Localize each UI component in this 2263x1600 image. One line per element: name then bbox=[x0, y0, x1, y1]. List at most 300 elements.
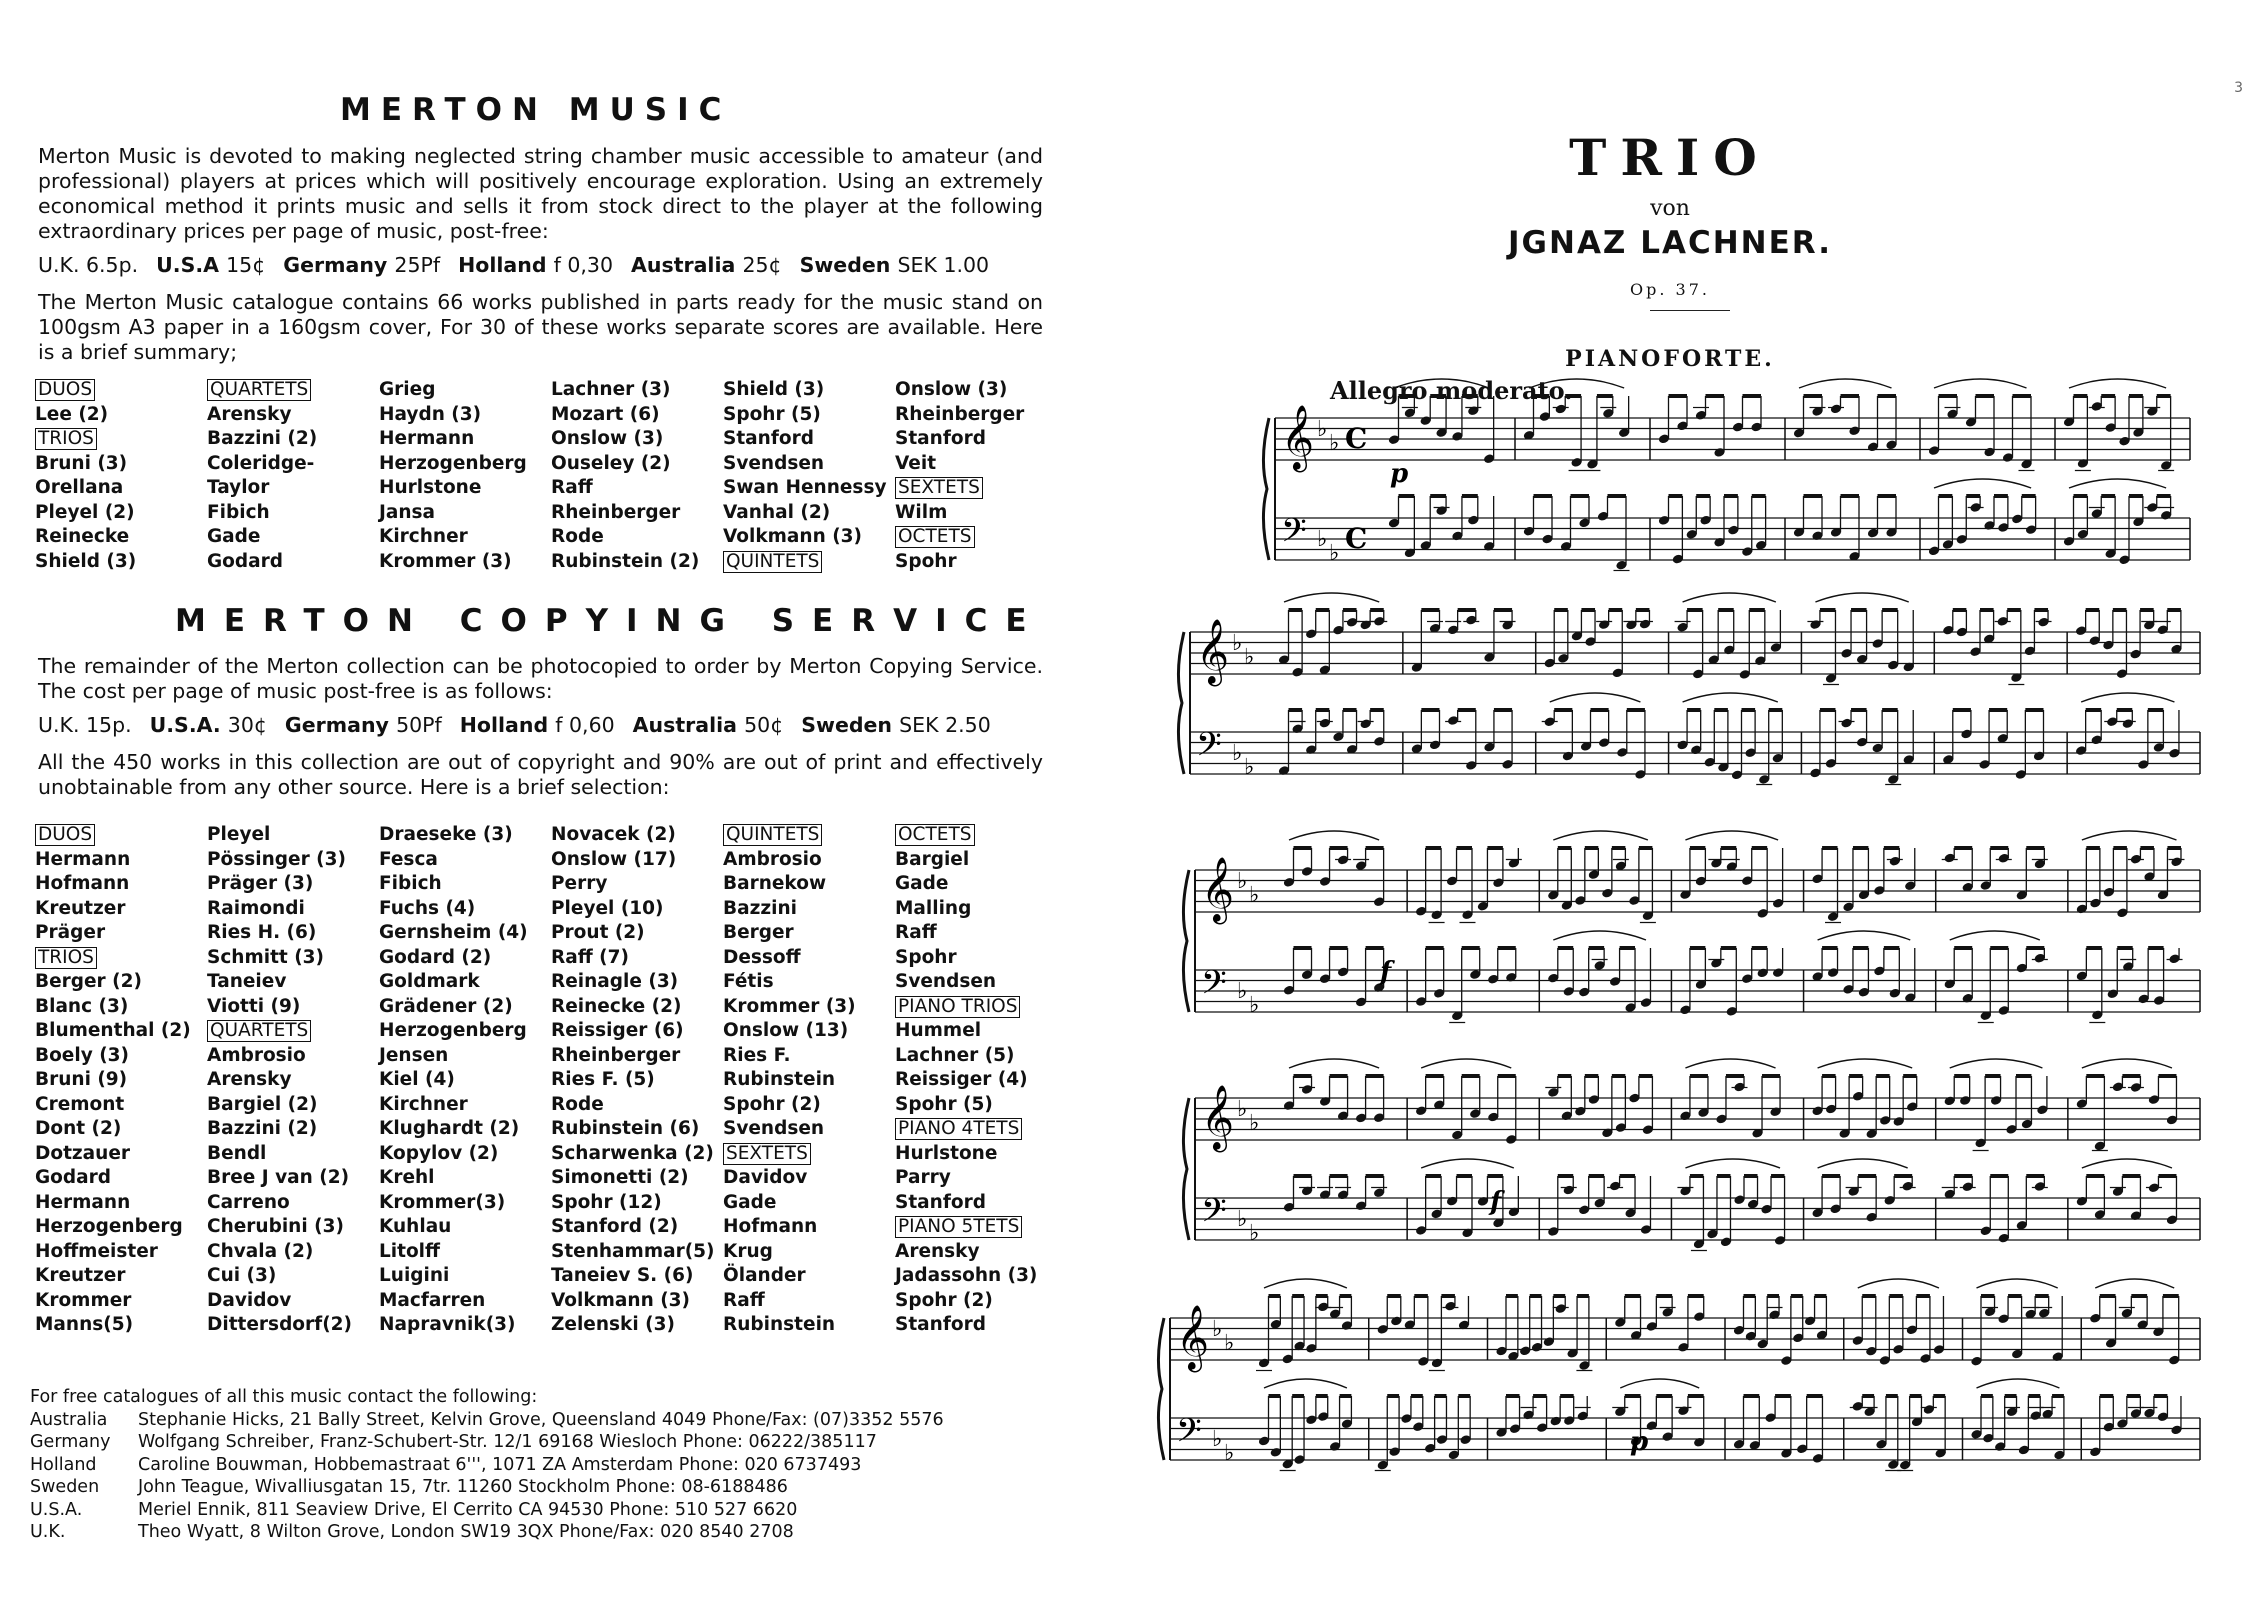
composer-entry: Dont (2) bbox=[35, 1118, 122, 1139]
composer-entry: Arensky bbox=[207, 1069, 292, 1090]
slur bbox=[2069, 379, 2166, 388]
category-label: OCTETS bbox=[895, 525, 1045, 550]
composer-entry: Cremont bbox=[35, 1093, 125, 1115]
slur bbox=[1683, 693, 1778, 702]
composer-entry: Herzogenberg bbox=[35, 1216, 183, 1237]
slur bbox=[1620, 1379, 1699, 1388]
composer-entry: Spohr (2) bbox=[895, 1289, 993, 1311]
category-label: TRIOS bbox=[35, 946, 207, 971]
contact-country: Holland bbox=[30, 1454, 97, 1475]
composer-entry: Raff bbox=[723, 1289, 765, 1311]
category-label: QUINTETS bbox=[723, 823, 895, 848]
slur bbox=[1553, 931, 1646, 940]
composer-entry: Bendl bbox=[207, 1142, 267, 1164]
contact-country: Sweden bbox=[30, 1477, 100, 1497]
composer-entry: Rubinstein bbox=[723, 1069, 836, 1090]
slur bbox=[1553, 831, 1648, 840]
composer-entry: Ambrosio bbox=[207, 1044, 306, 1066]
composer-entry: Hofmann bbox=[35, 873, 130, 894]
composer-entry: Chvala (2) bbox=[207, 1240, 314, 1262]
composer-entry: Zelenski (3) bbox=[551, 1314, 675, 1335]
composer-entry: Rubinstein (6) bbox=[551, 1118, 700, 1139]
composer-entry: Spohr (5) bbox=[723, 403, 821, 425]
brace bbox=[1178, 632, 1184, 774]
composer-entry: Perry bbox=[551, 873, 608, 894]
contact-row bbox=[30, 1499, 944, 1522]
composer-entry: Pleyel (10) bbox=[551, 897, 664, 919]
composer-entry: Godard bbox=[35, 1167, 111, 1188]
flat-sign: ♭ bbox=[1329, 431, 1340, 456]
composer-entry: Mozart (6) bbox=[551, 403, 660, 425]
slur bbox=[1934, 379, 2027, 388]
music-score bbox=[1090, 0, 2263, 1600]
flat-sign: ♭ bbox=[1244, 755, 1255, 780]
composer-entry: Krommer (3) bbox=[723, 995, 856, 1017]
copying-service-intro: The remainder of the Merton collection can be photocopied to order by Merton Copying Service. The cost per page of music post-free is as follows: bbox=[38, 654, 1043, 703]
flat-sign: ♭ bbox=[1237, 979, 1248, 1004]
composer-entry: Rheinberger bbox=[551, 501, 681, 523]
composer-entry: Parry bbox=[895, 1167, 951, 1188]
composer-entry: Bazzini (2) bbox=[207, 1118, 318, 1139]
category-label: PIANO TRIOS bbox=[895, 995, 1045, 1020]
copying-service-composer-list bbox=[35, 823, 1045, 1338]
slur bbox=[1977, 1279, 2058, 1288]
composer-entry: Berger (2) bbox=[35, 971, 142, 992]
composer-entry: Gade bbox=[723, 1191, 777, 1213]
composer-entry: Raff bbox=[895, 922, 937, 943]
composer-entry: Svendsen bbox=[895, 971, 997, 992]
composer-entry: Svendsen bbox=[723, 452, 825, 474]
composer-entry: Bruni (9) bbox=[35, 1069, 128, 1090]
slur bbox=[2082, 1159, 2172, 1168]
composer-entry: Hermann bbox=[35, 848, 131, 870]
composer-entry: Stanford bbox=[723, 428, 814, 449]
composer-entry: Manns(5) bbox=[35, 1314, 134, 1335]
composer-entry: Carreno bbox=[207, 1191, 290, 1213]
category-label: QUARTETS bbox=[207, 1019, 379, 1044]
opus-number: Op. 37. bbox=[1630, 280, 1710, 299]
composer-entry: Luigini bbox=[379, 1265, 450, 1286]
composer-entry: Draeseke (3) bbox=[379, 824, 513, 845]
composer-entry: Jensen bbox=[379, 1044, 449, 1066]
composer-entry: Litolff bbox=[379, 1240, 441, 1262]
composer-entry: Spohr bbox=[895, 946, 957, 968]
composer-entry: Napravnik(3) bbox=[379, 1314, 516, 1335]
composer-entry: Onslow (3) bbox=[551, 428, 664, 449]
page-number: 3 bbox=[2234, 80, 2243, 96]
composer-entry: Reinecke bbox=[35, 526, 130, 547]
composer-entry: Svendsen bbox=[723, 1118, 825, 1139]
composer-entry: Barnekow bbox=[723, 873, 827, 894]
merton-advertisement bbox=[30, 0, 1050, 1600]
composer-entry: Vanhal (2) bbox=[723, 501, 831, 523]
flat-sign: ♭ bbox=[1317, 527, 1328, 552]
slur bbox=[2081, 693, 2174, 702]
flat-sign: ♭ bbox=[1224, 1331, 1235, 1356]
composer-entry: Rheinberger bbox=[895, 403, 1025, 425]
composer-entry: Hurlstone bbox=[379, 477, 482, 498]
composer-entry: Hummel bbox=[895, 1020, 982, 1041]
flat-sign: ♭ bbox=[1212, 1317, 1223, 1342]
copying-service-heading: MERTON COPYING SERVICE bbox=[175, 603, 1045, 639]
composer-entry: Fibich bbox=[207, 501, 270, 523]
bass-clef: 𝄢 bbox=[1201, 964, 1227, 1010]
contact-country: Australia bbox=[30, 1409, 108, 1430]
composer-entry: Rubinstein (2) bbox=[551, 550, 700, 572]
composer-entry: Kuhlau bbox=[379, 1216, 452, 1237]
composer-entry: Reinecke (2) bbox=[551, 995, 682, 1017]
flat-sign: ♭ bbox=[1249, 993, 1260, 1018]
composer-entry: Bazzini (2) bbox=[207, 428, 318, 449]
composer-entry: Schmitt (3) bbox=[207, 946, 324, 968]
contact-details: Meriel Ennik, 811 Seaview Drive, El Cerrito CA 94530 Phone: 510 527 6620 bbox=[138, 1499, 798, 1520]
time-signature: C bbox=[1345, 422, 1368, 455]
composer-entry: Volkmann (3) bbox=[723, 526, 862, 547]
composer-entry: Rode bbox=[551, 526, 604, 547]
slur bbox=[1264, 1279, 1347, 1288]
composer-entry: Klughardt (2) bbox=[379, 1118, 520, 1139]
price-item: Australia 50¢ bbox=[632, 713, 784, 737]
bass-clef: 𝄢 bbox=[1176, 1412, 1202, 1458]
composer-entry: Viotti (9) bbox=[207, 995, 301, 1017]
slur bbox=[2069, 479, 2166, 488]
flat-sign: ♭ bbox=[1249, 1111, 1260, 1136]
composer-entry: Volkmann (3) bbox=[551, 1289, 690, 1311]
composer-entry: Ouseley (2) bbox=[551, 452, 671, 474]
contact-details: Stephanie Hicks, 21 Bally Street, Kelvin Grove, Queensland 4049 Phone/Fax: (07)3352 5576 bbox=[138, 1409, 944, 1430]
merton-music-intro: Merton Music is devoted to making neglected string chamber music accessible to amateur (and professional) players at prices which will positively encourage exploration. Using an extremely economical method it prints music and sells it from stock direct to the player at the following extraordinary prices per page of music, post-free: bbox=[38, 144, 1043, 243]
composer-entry: Fibich bbox=[379, 873, 442, 894]
copying-service-prices bbox=[38, 713, 1009, 737]
dynamic-marking: p bbox=[1390, 459, 1409, 489]
composer-entry: Raff (7) bbox=[551, 946, 629, 968]
dynamic-marking: f bbox=[1380, 957, 1392, 987]
composer-entry: Davidov bbox=[207, 1289, 292, 1311]
contact-row bbox=[30, 1454, 944, 1477]
slur bbox=[1264, 1379, 1347, 1388]
price-item: Holland f 0,30 bbox=[458, 253, 614, 277]
composer-entry: Reissiger (4) bbox=[895, 1069, 1028, 1090]
composer-entry: Spohr (5) bbox=[895, 1093, 993, 1115]
composer-entry: Krug bbox=[723, 1240, 773, 1262]
flat-sign: ♭ bbox=[1244, 645, 1255, 670]
composer-entry: Dotzauer bbox=[35, 1142, 131, 1164]
contact-row bbox=[30, 1409, 944, 1432]
flat-sign: ♭ bbox=[1237, 869, 1248, 894]
composer-entry: Kirchner bbox=[379, 526, 468, 547]
flat-sign: ♭ bbox=[1237, 1097, 1248, 1122]
composer-entry: Präger (3) bbox=[207, 873, 314, 894]
slur bbox=[1421, 1059, 1511, 1068]
composer-entry: Haydn (3) bbox=[379, 403, 482, 425]
composer-entry: Grädener (2) bbox=[379, 995, 513, 1017]
slur bbox=[1289, 1059, 1379, 1068]
slur bbox=[1683, 593, 1776, 602]
price-item: U.S.A. 30¢ bbox=[149, 713, 267, 737]
composer-entry: Stanford bbox=[895, 1191, 986, 1213]
dynamic-marking: f bbox=[1490, 1187, 1502, 1217]
category-label: QUARTETS bbox=[207, 378, 379, 403]
contact-details: John Teague, Wivalliusgatan 15, 7tr. 11260 Stockholm Phone: 08-6188486 bbox=[138, 1477, 788, 1497]
slur bbox=[1421, 1159, 1514, 1168]
composer-entry: Stanford bbox=[895, 1314, 986, 1335]
composer-entry: Kreutzer bbox=[35, 1265, 126, 1286]
contact-details: Wolfgang Schreiber, Franz-Schubert-Str. 12/1 69168 Wiesloch Phone: 06222/385117 bbox=[138, 1432, 877, 1452]
brace bbox=[1158, 1318, 1164, 1460]
category-label: SEXTETS bbox=[723, 1142, 895, 1167]
treble-clef: 𝄞 bbox=[1201, 857, 1235, 922]
composer-entry: Onslow (13) bbox=[723, 1020, 849, 1041]
composer-entry: Arensky bbox=[895, 1240, 980, 1262]
slur bbox=[1977, 1379, 2060, 1388]
composer-entry: Hermann bbox=[379, 428, 475, 449]
price-item: U.K. 15p. bbox=[38, 713, 132, 737]
instrument-part: PIANOFORTE. bbox=[1565, 346, 1775, 372]
price-item: Australia 25¢ bbox=[631, 253, 782, 277]
slur bbox=[1815, 593, 1908, 602]
composer-entry: Kopylov (2) bbox=[379, 1142, 499, 1164]
composer-entry: Blanc (3) bbox=[35, 995, 129, 1017]
composer-entry: Davidov bbox=[723, 1167, 808, 1188]
slur bbox=[1799, 379, 1892, 388]
slur bbox=[1289, 831, 1379, 840]
flat-sign: ♭ bbox=[1212, 1427, 1223, 1452]
composer-entry: Reissiger (6) bbox=[551, 1020, 684, 1041]
price-item: Germany 25Pf bbox=[283, 253, 441, 277]
composer-entry: Kreutzer bbox=[35, 897, 126, 919]
slur bbox=[1284, 593, 1379, 602]
composer-entry: Spohr (12) bbox=[551, 1191, 662, 1213]
composer-entry: Jadassohn (3) bbox=[895, 1265, 1038, 1286]
composer-entry: Rubinstein bbox=[723, 1314, 836, 1335]
category-label: DUOS bbox=[35, 378, 207, 403]
slur bbox=[1685, 831, 1778, 840]
composer-entry: Taylor bbox=[207, 477, 270, 498]
composer-entry: Rheinberger bbox=[551, 1044, 681, 1066]
treble-clef: 𝄞 bbox=[1201, 1085, 1235, 1150]
composer-entry: Blumenthal (2) bbox=[35, 1020, 191, 1041]
bass-clef: 𝄢 bbox=[1196, 726, 1222, 772]
composer-entry: Bree J van (2) bbox=[207, 1167, 350, 1188]
merton-music-heading: MERTON MUSIC bbox=[340, 92, 732, 128]
dynamic-marking: p bbox=[1630, 1427, 1649, 1457]
composer-entry: Arensky bbox=[207, 403, 292, 425]
price-item: Sweden SEK 2.50 bbox=[801, 713, 991, 737]
merton-music-composer-list bbox=[35, 378, 1045, 574]
composer-entry: Pleyel (2) bbox=[35, 501, 135, 523]
brace bbox=[1183, 870, 1189, 1012]
composer-entry: Veit bbox=[895, 452, 937, 474]
composer-entry: Raff bbox=[551, 477, 593, 498]
composer-entry: Ries F. (5) bbox=[551, 1069, 655, 1090]
composer-entry: Scharwenka (2) bbox=[551, 1142, 714, 1164]
composer-entry: Ambrosio bbox=[723, 848, 822, 870]
time-signature: C bbox=[1345, 522, 1368, 555]
composer-entry: Onslow (3) bbox=[895, 379, 1008, 400]
flat-sign: ♭ bbox=[1329, 541, 1340, 566]
composer-entry: Orellana bbox=[35, 477, 124, 498]
composer-entry: Stanford bbox=[895, 428, 986, 449]
slur bbox=[1858, 1279, 1939, 1288]
slur bbox=[1685, 1159, 1780, 1168]
composer-entry: Cherubini (3) bbox=[207, 1216, 344, 1237]
slur bbox=[1550, 693, 1641, 702]
composer-entry: Shield (3) bbox=[35, 550, 137, 572]
composer-entry: Stenhammar(5) bbox=[551, 1240, 715, 1262]
flat-sign: ♭ bbox=[1232, 631, 1243, 656]
composer-entry: Rode bbox=[551, 1093, 604, 1115]
composer-entry: Simonetti (2) bbox=[551, 1167, 689, 1188]
price-item: U.S.A 15¢ bbox=[156, 253, 266, 277]
composer-entry: Ries H. (6) bbox=[207, 922, 317, 943]
price-item: Sweden SEK 1.00 bbox=[799, 253, 990, 277]
composer-entry: Gade bbox=[895, 873, 949, 894]
composer-entry: Godard (2) bbox=[379, 946, 492, 968]
brace bbox=[1263, 418, 1269, 560]
category-label: DUOS bbox=[35, 823, 207, 848]
composer-entry: Godard bbox=[207, 550, 283, 572]
composer-entry: Taneiev bbox=[207, 971, 287, 992]
contact-list bbox=[30, 1386, 944, 1544]
flat-sign: ♭ bbox=[1232, 741, 1243, 766]
category-label: OCTETS bbox=[895, 823, 1045, 848]
slur bbox=[1529, 379, 1624, 388]
composer-entry: Prout (2) bbox=[551, 922, 645, 943]
composer-entry: Raimondi bbox=[207, 897, 305, 919]
composer-entry: Pössinger (3) bbox=[207, 848, 346, 870]
contact-country: Germany bbox=[30, 1432, 111, 1452]
slur bbox=[1818, 1159, 1908, 1168]
composer-entry: Fétis bbox=[723, 971, 774, 992]
composer-entry: Goldmark bbox=[379, 971, 480, 992]
composer-entry: Krommer bbox=[35, 1289, 132, 1311]
slur bbox=[1950, 1059, 2043, 1068]
slur bbox=[1685, 1059, 1775, 1068]
composer-entry: Onslow (17) bbox=[551, 848, 677, 870]
slur bbox=[2082, 831, 2177, 840]
category-label: SEXTETS bbox=[895, 476, 1045, 501]
flat-sign: ♭ bbox=[1224, 1441, 1235, 1466]
treble-clef: 𝄞 bbox=[1196, 619, 1230, 684]
category-label: PIANO 4TETS bbox=[895, 1117, 1045, 1142]
collection-text: All the 450 works in this collection are out of copyright and 90% are out of print and effectively unobtainable from any other source. Here is a brief selection: bbox=[38, 750, 1043, 799]
slur bbox=[1818, 1059, 1913, 1068]
tempo-marking: Allegro moderato. bbox=[1330, 376, 1573, 405]
composer-entry: Malling bbox=[895, 897, 972, 919]
contact-details: Theo Wyatt, 8 Wilton Grove, London SW19 3QX Phone/Fax: 020 8540 2708 bbox=[138, 1522, 794, 1542]
composer-entry: Bruni (3) bbox=[35, 452, 128, 474]
composer-entry: Krommer (3) bbox=[379, 550, 512, 572]
composer-entry: Krehl bbox=[379, 1167, 435, 1188]
score-page bbox=[1090, 0, 2263, 1600]
composer-entry: Spohr bbox=[895, 550, 957, 572]
composer-entry: Kirchner bbox=[379, 1093, 468, 1115]
composer-entry: Bargiel (2) bbox=[207, 1093, 318, 1115]
composer-entry: Lee (2) bbox=[35, 403, 109, 425]
composer-entry: Fesca bbox=[379, 848, 438, 870]
category-label: PIANO 5TETS bbox=[895, 1215, 1045, 1240]
composer-entry: Grieg bbox=[379, 379, 436, 400]
composer-entry: Boely (3) bbox=[35, 1044, 129, 1066]
contact-heading: For free catalogues of all this music contact the following: bbox=[30, 1387, 538, 1407]
composer-entry: Novacek (2) bbox=[551, 824, 676, 845]
composer-entry: Ölander bbox=[723, 1265, 806, 1286]
merton-music-prices bbox=[38, 253, 1007, 277]
composer-entry: Herzogenberg bbox=[379, 452, 527, 474]
composer-entry: Dittersdorf(2) bbox=[207, 1314, 352, 1335]
composer-entry: Kiel (4) bbox=[379, 1069, 455, 1090]
composer-entry: Lachner (5) bbox=[895, 1044, 1015, 1066]
merton-catalogue-text: The Merton Music catalogue contains 66 works published in parts ready for the music stand on 100gsm A3 paper in a 160gsm cover, For 30 of these works separate scores are available. Here is a brief summary; bbox=[38, 290, 1043, 364]
composer-entry: Reinagle (3) bbox=[551, 971, 679, 992]
category-label: QUINTETS bbox=[723, 550, 895, 575]
composer-entry: Spohr (2) bbox=[723, 1093, 821, 1115]
slur bbox=[2095, 1279, 2174, 1288]
composer-entry: Taneiev S. (6) bbox=[551, 1265, 694, 1286]
composer-entry: Präger bbox=[35, 922, 106, 943]
composer-entry: Coleridge- bbox=[207, 452, 315, 474]
treble-clef: 𝄞 bbox=[1176, 1305, 1210, 1370]
composer-entry: Ries F. bbox=[723, 1044, 791, 1066]
score-von: von bbox=[1650, 196, 1690, 221]
composer-entry: Pleyel bbox=[207, 824, 271, 845]
score-title: TRIO bbox=[1569, 128, 1771, 187]
contact-row bbox=[30, 1476, 944, 1499]
slur bbox=[2082, 1059, 2172, 1068]
price-item: Germany 50Pf bbox=[284, 713, 442, 737]
category-label: TRIOS bbox=[35, 427, 207, 452]
composer-name: JGNAZ LACHNER. bbox=[1508, 225, 1832, 261]
flat-sign: ♭ bbox=[1249, 883, 1260, 908]
composer-entry: Hurlstone bbox=[895, 1142, 998, 1164]
price-item: U.K. 6.5p. bbox=[38, 253, 139, 277]
bass-clef: 𝄢 bbox=[1201, 1192, 1227, 1238]
composer-entry: Herzogenberg bbox=[379, 1020, 527, 1041]
composer-entry: Hoffmeister bbox=[35, 1240, 158, 1262]
composer-entry: Fuchs (4) bbox=[379, 897, 476, 919]
contact-row bbox=[30, 1431, 944, 1454]
flat-sign: ♭ bbox=[1237, 1207, 1248, 1232]
brace bbox=[1183, 1098, 1189, 1240]
slur bbox=[1950, 931, 2040, 940]
composer-entry: Berger bbox=[723, 922, 794, 943]
composer-entry: Gade bbox=[207, 526, 261, 547]
slur bbox=[1394, 379, 1489, 388]
slur bbox=[1818, 931, 1911, 940]
composer-entry: Wilm bbox=[895, 501, 948, 523]
contact-details: Caroline Bouwman, Hobbemastraat 6''', 1071 ZA Amsterdam Phone: 020 6737493 bbox=[138, 1454, 862, 1475]
bass-clef: 𝄢 bbox=[1281, 512, 1307, 558]
contact-country: U.K. bbox=[30, 1522, 66, 1542]
composer-entry: Krommer(3) bbox=[379, 1191, 506, 1213]
composer-entry: Lachner (3) bbox=[551, 379, 671, 400]
price-item: Holland f 0,60 bbox=[459, 713, 615, 737]
composer-entry: Swan Hennessy bbox=[723, 477, 887, 498]
composer-entry: Shield (3) bbox=[723, 379, 825, 400]
composer-entry: Dessoff bbox=[723, 946, 801, 968]
slur bbox=[1934, 479, 2031, 488]
treble-clef: 𝄞 bbox=[1281, 405, 1315, 470]
composer-entry: Macfarren bbox=[379, 1289, 486, 1311]
flat-sign: ♭ bbox=[1317, 417, 1328, 442]
composer-entry: Hermann bbox=[35, 1191, 131, 1213]
flat-sign: ♭ bbox=[1249, 1221, 1260, 1246]
composer-entry: Bazzini bbox=[723, 897, 797, 919]
composer-entry: Cui (3) bbox=[207, 1265, 277, 1286]
composer-entry: Gernsheim (4) bbox=[379, 922, 528, 943]
composer-entry: Jansa bbox=[379, 501, 436, 523]
contact-country: U.S.A. bbox=[30, 1499, 83, 1520]
